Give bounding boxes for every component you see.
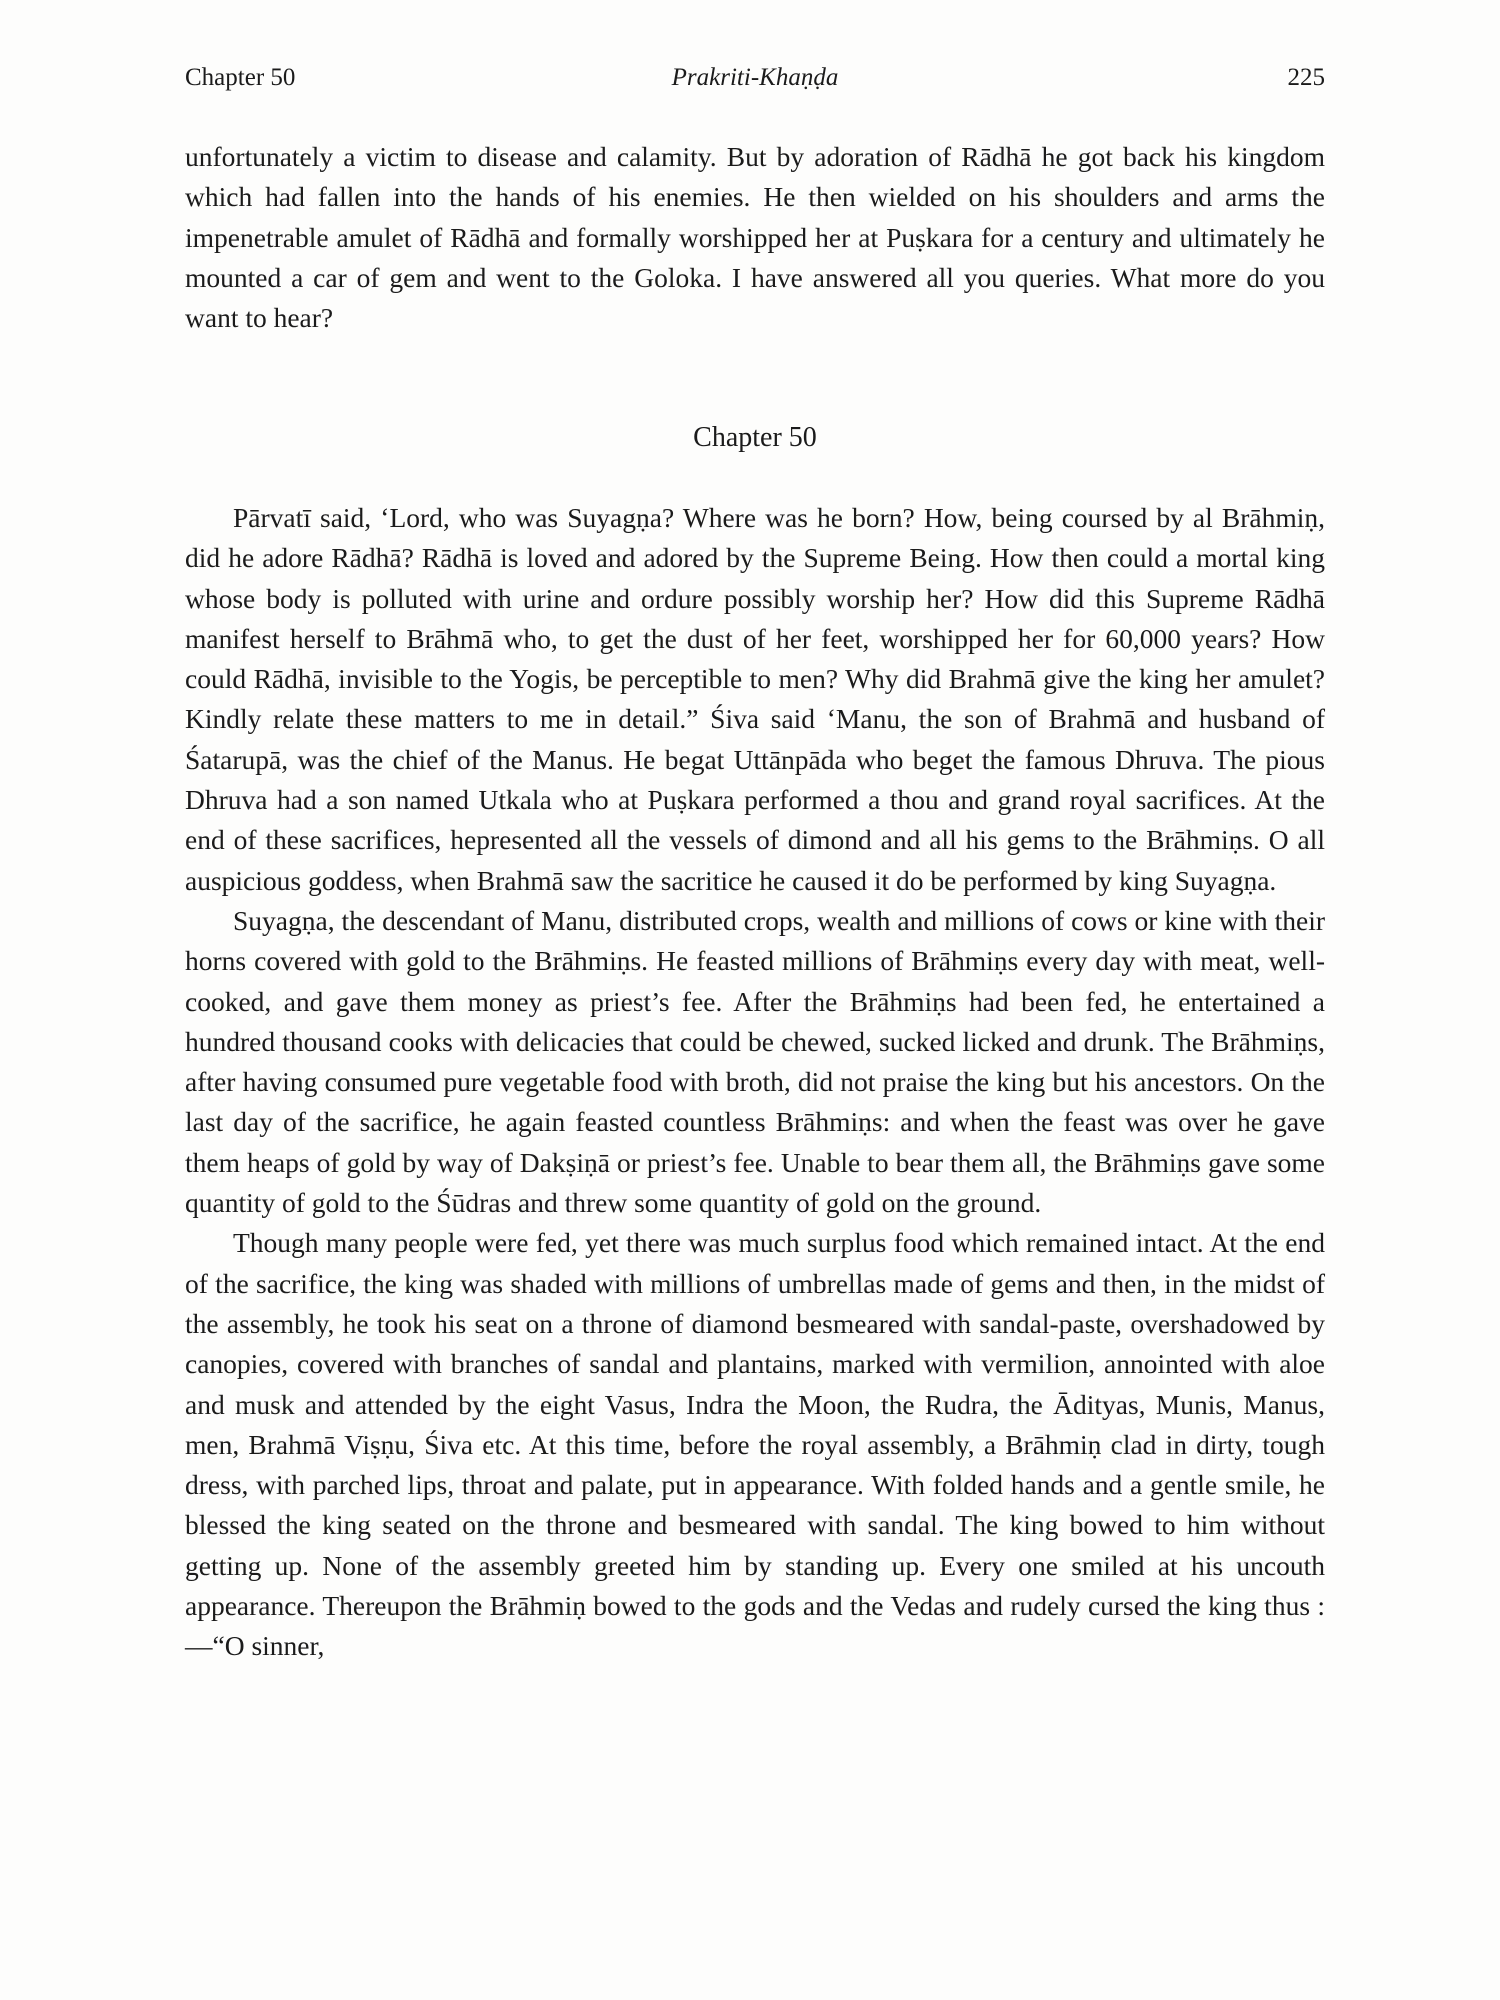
paragraph: Suyagṇa, the descendant of Manu, distributed crops, wealth and millions of cows or kine with their horns covered with gold to the Brāhmiṇs. He feasted millions of Brāhmiṇs every day with meat, well-cooked, and gave them money as priest’s fee. After the Brāhmiṇs had been fed, he entertained a hundred thousand cooks with delicacies that could be chewed, sucked licked and drunk. The Brāhmiṇs, after having consumed pure vegetable food with broth, did not praise the king but his ancestors. On the last day of the sacrifice, he again feasted countless Brāhmiṇs: and when the feast was over he gave them heaps of gold by way of Dakṣiṇā or priest’s fee. Unable to bear them all, the Brāhmiṇs gave some quantity of gold to the Śūdras and threw some quantity of gold on the ground. <box>185 904 1325 1219</box>
header-chapter-label: Chapter 50 <box>185 64 296 91</box>
page-number: 225 <box>1287 64 1325 91</box>
paragraph: Pārvatī said, ‘Lord, who was Suyagṇa? Where was he born? How, being coursed by al Brāhmiṇ, did he adore Rādhā? Rādhā is loved and adored by the Supreme Being. How then could a mortal king whose body is polluted with urine and ordure possibly worship her? How did this Supreme Rādhā manifest herself to Brāhmā who, to get the dust of her feet, worshipped her for 60,000 years? How could Rādhā, invisible to the Yogis, be perceptible to men? Why did Brahmā give the king her amulet? Kindly relate these matters to me in detail.” Śiva said ‘Manu, the son of Brahmā and husband of Śatarupā, was the chief of the Manus. He begat Uttānpāda who beget the famous Dhruva. The pious Dhruva had a son named Utkala who at Puṣkara performed a thou and grand royal sacrifices. At the end of these sacrifices, hepresented all the vessels of dimond and all his gems to the Brāhmiṇs. O all auspicious goddess, when Brahmā saw the sacritice he caused it do be performed by king Suyagṇa. <box>185 502 1325 896</box>
chapter-body <box>185 498 1325 1667</box>
header-section-title: Prakriti-Khaṇḍa <box>671 64 839 91</box>
chapter-heading: Chapter 50 <box>693 422 817 453</box>
continuation-text-block <box>185 137 1325 338</box>
continuation-paragraph: unfortunately a victim to disease and calamity. But by adoration of Rādhā he got back his kingdom which had fallen into the hands of his enemies. He then wielded on his shoulders and arms the impenetrable amulet of Rādhā and formally worshipped her at Puṣkara for a century and ultimately he mounted a car of gem and went to the Goloka. I have answered all you queries. What more do you want to hear? <box>185 141 1325 334</box>
paragraph: Though many people were fed, yet there was much surplus food which remained intact. At the end of the sacrifice, the king was shaded with millions of umbrellas made of gems and then, in the midst of the assembly, he took his seat on a throne of diamond besmeared with sandal-paste, overshadowed by canopies, covered with branches of sandal and plantains, marked with vermilion, annointed with aloe and musk and attended by the eight Vasus, Indra the Moon, the Rudra, the Ādityas, Munis, Manus, men, Brahmā Viṣṇu, Śiva etc. At this time, before the royal assembly, a Brāhmiṇ clad in dirty, tough dress, with parched lips, throat and palate, put in appearance. With folded hands and a gentle smile, he blessed the king seated on the throne and besmeared with sandal. The king bowed to him without getting up. None of the assembly greeted him by standing up. Every one smiled at his uncouth appearance. Thereupon the Brāhmiṇ bowed to the gods and the Vedas and rudely cursed the king thus :—“O sinner, <box>185 1227 1325 1662</box>
running-header <box>185 58 1325 98</box>
